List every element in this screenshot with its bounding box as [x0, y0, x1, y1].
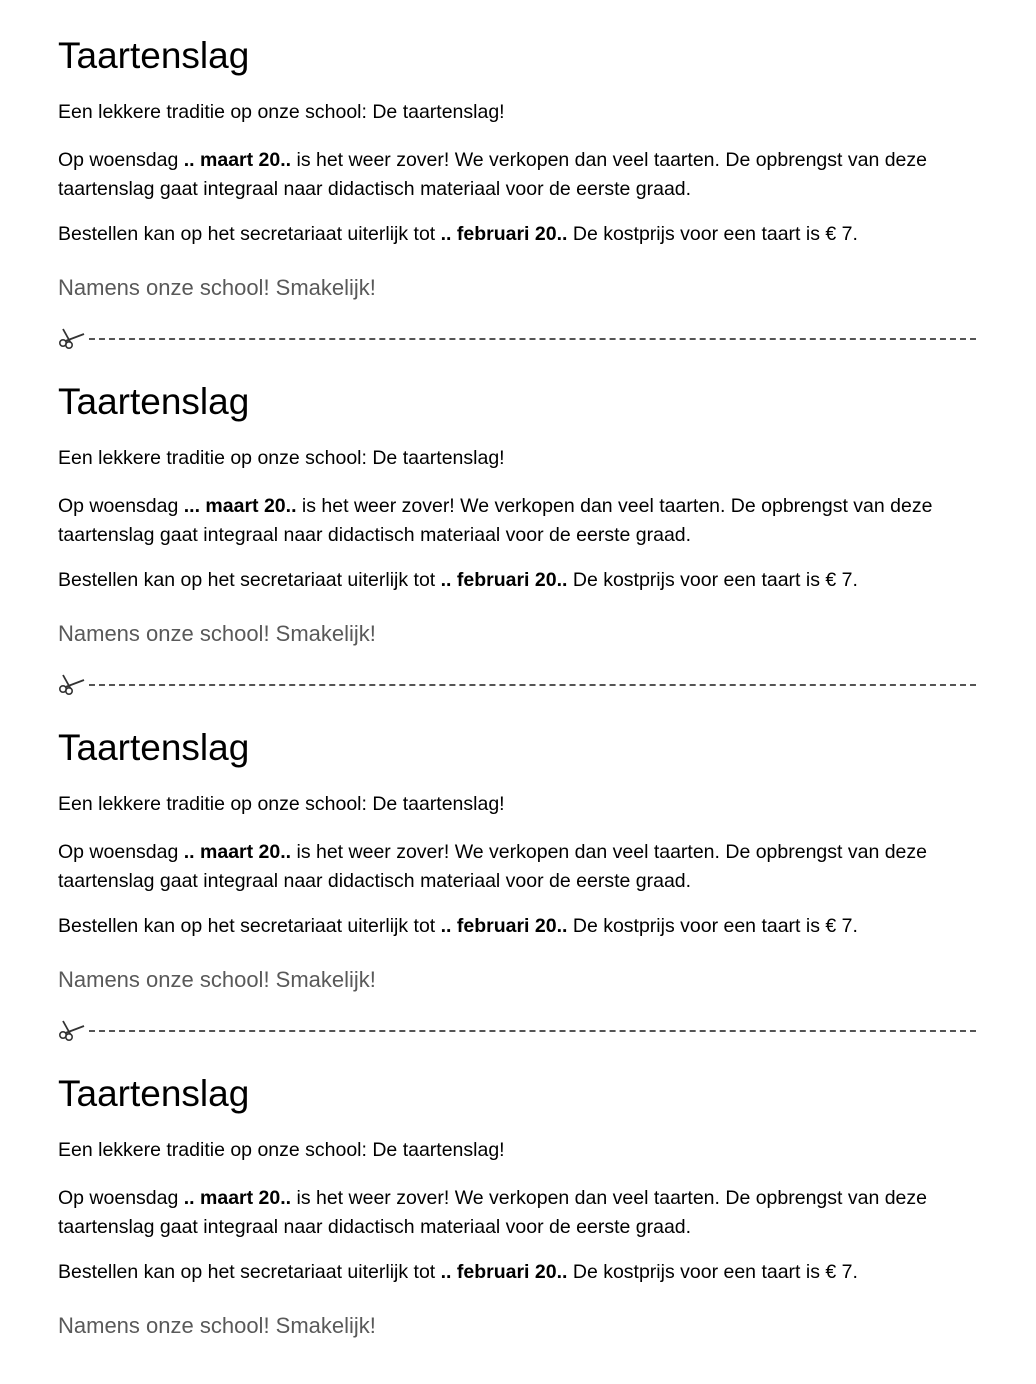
date-prefix: Op woensdag: [58, 149, 184, 171]
date-suffix: is het weer zover! We verkopen dan veel taarten. De opbrengst van deze taartenslag gaat integraal naar didactisch materiaal voor de eerste graad.: [58, 841, 927, 892]
order-prefix: Bestellen kan op het secretariaat uiterlijk tot: [58, 569, 441, 591]
intro-paragraph: Een lekkere traditie op onze school: De taartenslag!: [58, 793, 505, 815]
closing-line: Namens onze school! Smakelijk!: [58, 621, 376, 646]
date-paragraph: [58, 492, 978, 550]
date-prefix: Op woensdag: [58, 495, 184, 517]
flyer-3: [58, 692, 978, 1038]
intro-paragraph: Een lekkere traditie op onze school: De taartenslag!: [58, 447, 505, 469]
order-deadline: .. februari 20..: [440, 569, 568, 591]
order-suffix: De kostprijs voor een taart is € 7.: [567, 915, 858, 937]
flyer-4: [58, 1038, 978, 1384]
dashed-divider: [89, 684, 976, 686]
order-paragraph: [58, 220, 978, 249]
flyer-1: [58, 0, 978, 346]
order-deadline: .. februari 20..: [440, 223, 568, 245]
date-paragraph: [58, 146, 978, 204]
order-paragraph: [58, 566, 978, 595]
date-paragraph: [58, 838, 978, 896]
order-suffix: De kostprijs voor een taart is € 7.: [567, 569, 858, 591]
date-suffix: is het weer zover! We verkopen dan veel taarten. De opbrengst van deze taartenslag gaat integraal naar didactisch materiaal voor de eerste graad.: [58, 1187, 927, 1238]
sale-date: .. maart 20..: [183, 1187, 292, 1209]
intro-paragraph: Een lekkere traditie op onze school: De taartenslag!: [58, 101, 505, 123]
order-deadline: .. februari 20..: [440, 1261, 568, 1283]
flyer-title: Taartenslag: [58, 1073, 250, 1114]
flyer-2: [58, 346, 978, 692]
order-prefix: Bestellen kan op het secretariaat uiterlijk tot: [58, 915, 441, 937]
closing-line: Namens onze school! Smakelijk!: [58, 967, 376, 992]
flyer-title: Taartenslag: [58, 727, 250, 768]
flyer-title: Taartenslag: [58, 35, 250, 76]
dashed-divider: [89, 338, 976, 340]
closing-line: Namens onze school! Smakelijk!: [58, 1313, 376, 1338]
intro-paragraph: Een lekkere traditie op onze school: De taartenslag!: [58, 1139, 505, 1161]
order-paragraph: [58, 1258, 978, 1287]
flyer-title: Taartenslag: [58, 381, 250, 422]
order-prefix: Bestellen kan op het secretariaat uiterlijk tot: [58, 1261, 441, 1283]
date-prefix: Op woensdag: [58, 841, 184, 863]
order-paragraph: [58, 912, 978, 941]
order-suffix: De kostprijs voor een taart is € 7.: [567, 1261, 858, 1283]
order-suffix: De kostprijs voor een taart is € 7.: [567, 223, 858, 245]
sale-date: .. maart 20..: [183, 149, 292, 171]
date-suffix: is het weer zover! We verkopen dan veel taarten. De opbrengst van deze taartenslag gaat integraal naar didactisch materiaal voor de eerste graad.: [58, 149, 927, 200]
date-prefix: Op woensdag: [58, 1187, 184, 1209]
order-deadline: .. februari 20..: [440, 915, 568, 937]
order-prefix: Bestellen kan op het secretariaat uiterlijk tot: [58, 223, 441, 245]
dashed-divider: [89, 1030, 976, 1032]
closing-line: Namens onze school! Smakelijk!: [58, 275, 376, 300]
sale-date: ... maart 20..: [183, 495, 297, 517]
sale-date: .. maart 20..: [183, 841, 292, 863]
date-suffix: is het weer zover! We verkopen dan veel taarten. De opbrengst van deze taartenslag gaat integraal naar didactisch materiaal voor de eerste graad.: [58, 495, 933, 546]
date-paragraph: [58, 1184, 978, 1242]
